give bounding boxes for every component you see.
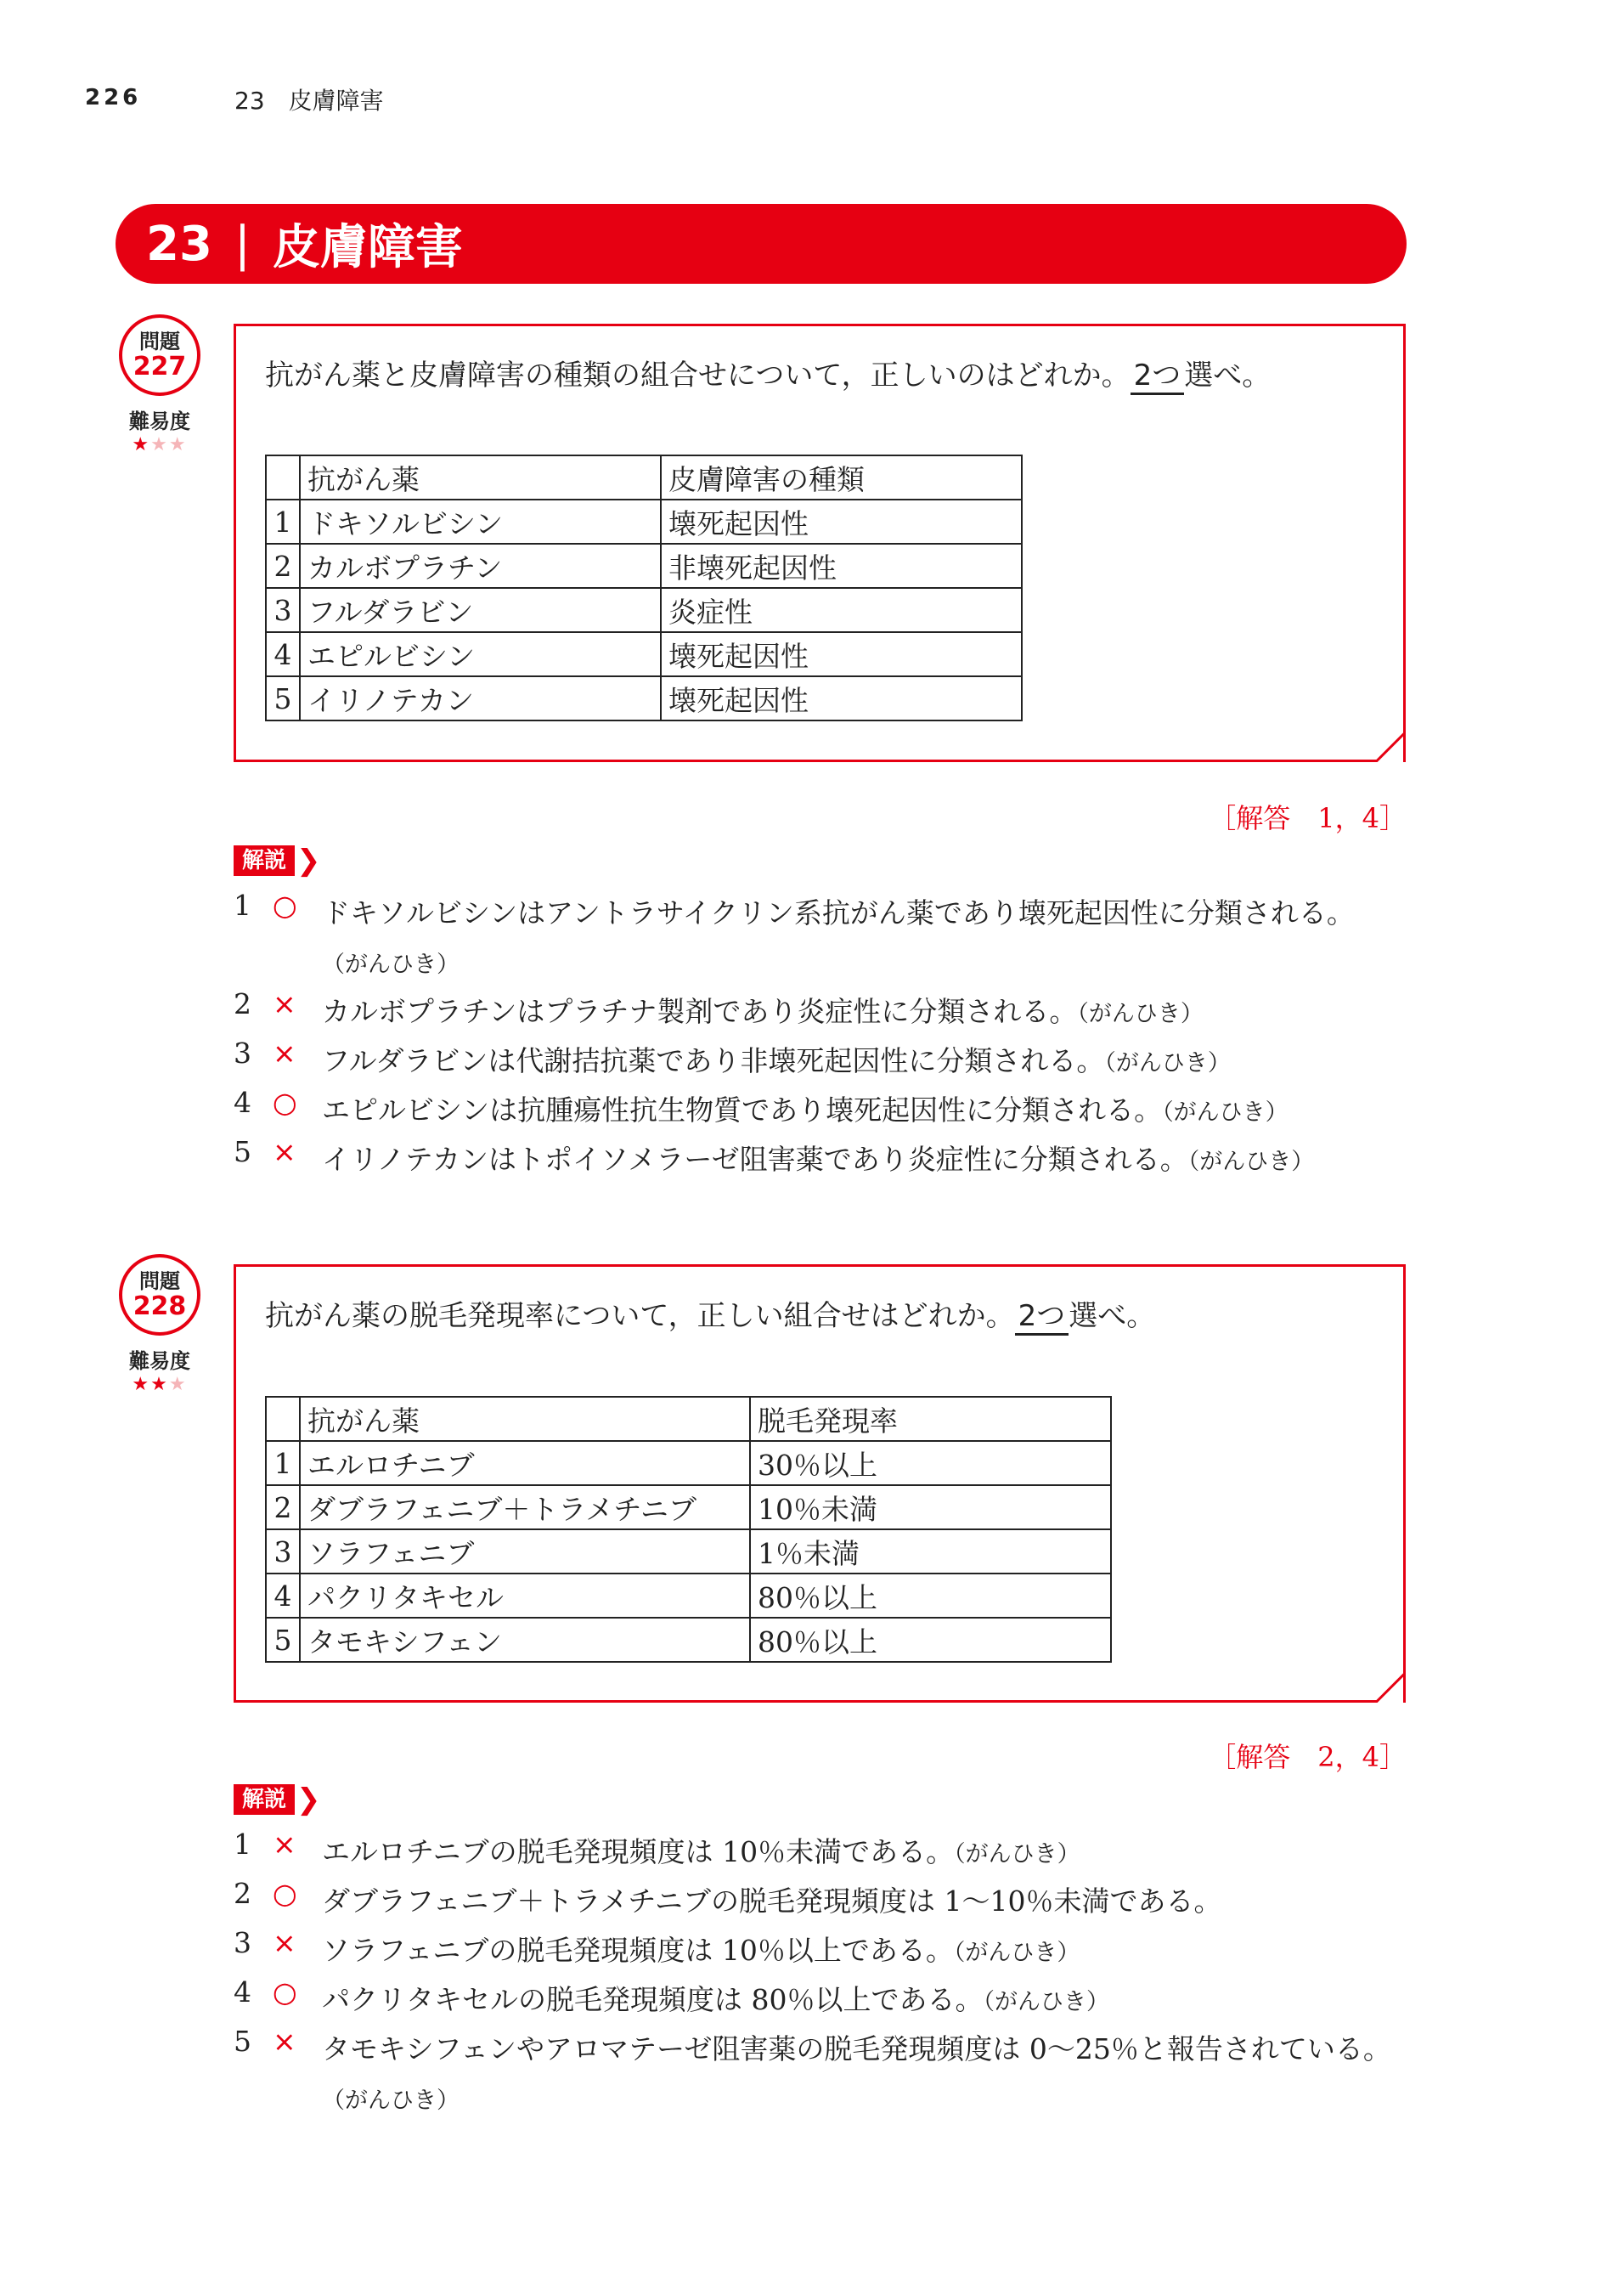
source-note: （がんひき） <box>1187 1149 1315 1175</box>
table-row <box>266 1618 1111 1662</box>
table-row <box>266 1485 1111 1529</box>
explanation-item <box>234 987 1414 1037</box>
explanation-item <box>234 1086 1414 1135</box>
option-number: 5 <box>266 676 300 720</box>
option-number: 2 <box>266 544 300 588</box>
option-number: 3 <box>266 1529 300 1574</box>
kaisetsu-heading-227 <box>234 844 321 878</box>
question-suffix: 選べ。 <box>1069 1299 1156 1333</box>
option-value: 炎症性 <box>661 588 1022 632</box>
chevron-right-icon: ❯ <box>296 844 321 878</box>
drug-name: カルボプラチン <box>300 544 661 588</box>
explanation-item <box>234 1828 1414 1877</box>
table-row <box>266 500 1022 544</box>
explanation-text <box>322 889 1414 990</box>
star-empty: ★★ <box>150 434 188 455</box>
option-value: 1％未満 <box>750 1529 1111 1574</box>
problem-label: 問題 <box>139 330 180 353</box>
incorrect-mark: × <box>273 2025 296 2058</box>
difficulty-label: 難易度 <box>129 1349 190 1373</box>
source-note: （がんひき） <box>983 1989 1109 2015</box>
table-row <box>266 1529 1111 1574</box>
explanation-number: 1 <box>234 889 251 922</box>
table-row <box>266 544 1022 588</box>
explanation-text <box>322 1037 1414 1088</box>
correct-mark: ○ <box>273 889 297 922</box>
incorrect-mark: × <box>273 1135 296 1168</box>
answer-228: ［解答 2，4］ <box>1209 1741 1407 1773</box>
explanation-number: 2 <box>234 1877 251 1910</box>
drug-name: イリノテカン <box>300 676 661 720</box>
option-value: 10％未満 <box>750 1485 1111 1529</box>
table-header: 抗がん薬 <box>300 455 661 500</box>
chapter-separator: | <box>234 216 251 272</box>
source-note: （がんひき） <box>954 1841 1080 1867</box>
drug-name: フルダラビン <box>300 588 661 632</box>
question-suffix: 選べ。 <box>1184 359 1272 393</box>
option-number: 5 <box>266 1618 300 1662</box>
option-number: 2 <box>266 1485 300 1529</box>
drug-name: パクリタキセル <box>300 1574 750 1618</box>
kaisetsu-label: 解説 <box>234 845 295 876</box>
table-row <box>266 676 1022 720</box>
table-header-row <box>266 1397 1111 1441</box>
drug-name: タモキシフェン <box>300 1618 750 1662</box>
explanation-body: ダブラフェニブ＋トラメチニブの脱毛発現頻度は 1〜10％未満である。 <box>322 1884 1222 1918</box>
explanation-number: 3 <box>234 1037 251 1070</box>
correct-mark: ○ <box>273 1975 297 2009</box>
explanation-body: パクリタキセルの脱毛発現頻度は 80％以上である。 <box>322 1983 984 2016</box>
explanation-text <box>322 1877 1414 1929</box>
option-value: 壊死起因性 <box>661 676 1022 720</box>
question-emphasis: 2つ <box>1015 1299 1069 1336</box>
option-number: 1 <box>266 1441 300 1485</box>
running-title: 23 皮膚障害 <box>234 87 384 115</box>
explanation-number: 5 <box>234 1135 251 1168</box>
source-note: （がんひき） <box>1162 1099 1288 1126</box>
table-header-row <box>266 455 1022 500</box>
problem-number: 228 <box>133 1291 187 1321</box>
star-empty: ★ <box>168 1374 188 1395</box>
table-row <box>266 632 1022 676</box>
option-number: 1 <box>266 500 300 544</box>
explanation-number: 2 <box>234 987 251 1020</box>
drug-name: ソラフェニブ <box>300 1529 750 1574</box>
explanation-item <box>234 889 1414 987</box>
explanation-text <box>322 2025 1414 2126</box>
answer-227: ［解答 1，4］ <box>1209 802 1407 834</box>
option-value: 80％以上 <box>750 1618 1111 1662</box>
source-note: （がんひき） <box>322 2088 460 2114</box>
explanation-number: 4 <box>234 1975 251 2009</box>
incorrect-mark: × <box>273 1828 296 1861</box>
source-note: （がんひき） <box>953 1940 1080 1966</box>
difficulty-stars <box>116 434 204 456</box>
drug-name: エルロチニブ <box>300 1441 750 1485</box>
explanation-body: イリノテカンはトポイソメラーゼ阻害薬であり炎症性に分類される。 <box>322 1143 1188 1176</box>
explanation-number: 3 <box>234 1926 251 1959</box>
explanation-body: ソラフェニブの脱毛発現頻度は 10％以上である。 <box>322 1934 954 1967</box>
question-main: 抗がん薬の脱毛発現率について，正しい組合せはどれか。 <box>265 1299 1015 1333</box>
explanation-body: ドキソルビシンはアントラサイクリン系抗がん薬であり壊死起因性に分類される。 <box>322 896 1355 929</box>
incorrect-mark: × <box>273 1037 296 1070</box>
chapter-number: 23 <box>146 216 212 272</box>
source-note: （がんひき） <box>1104 1050 1231 1076</box>
explanation-number: 4 <box>234 1086 251 1119</box>
chevron-right-icon: ❯ <box>296 1783 321 1817</box>
problem-number-circle <box>119 314 200 396</box>
difficulty-label: 難易度 <box>129 410 190 433</box>
explanation-body: エルロチニブの脱毛発現頻度は 10％未満である。 <box>322 1835 955 1868</box>
page-number: 226 <box>85 85 142 110</box>
problem-number-circle <box>119 1254 200 1336</box>
explanation-text <box>322 1086 1414 1138</box>
explanation-item <box>234 1975 1414 2025</box>
star-filled: ★★ <box>132 1374 169 1395</box>
drug-name: ドキソルビシン <box>300 500 661 544</box>
difficulty-stars <box>116 1374 204 1396</box>
table-cell <box>266 455 300 500</box>
problem-badge-228 <box>116 1254 204 1396</box>
explanation-body: エピルビシンは抗腫瘍性抗生物質であり壊死起因性に分類される。 <box>322 1093 1163 1127</box>
explanation-number: 1 <box>234 1828 251 1861</box>
incorrect-mark: × <box>273 1926 296 1959</box>
question-box-228 <box>234 1264 1406 1703</box>
explanation-item <box>234 1926 1414 1975</box>
explanation-text <box>322 987 1414 1039</box>
explanation-body: タモキシフェンやアロマテーゼ阻害薬の脱毛発現頻度は 0〜25％と報告されている。 <box>322 2032 1391 2065</box>
option-number: 3 <box>266 588 300 632</box>
explanation-text <box>322 1135 1414 1187</box>
source-note: （がんひき） <box>1077 1001 1204 1027</box>
table-row <box>266 588 1022 632</box>
table-header: 抗がん薬 <box>300 1397 750 1441</box>
table-header: 脱毛発現率 <box>750 1397 1111 1441</box>
question-main: 抗がん薬と皮膚障害の種類の組合せについて，正しいのはどれか。 <box>265 359 1131 393</box>
problem-label: 問題 <box>139 1269 180 1293</box>
star-filled: ★ <box>132 434 151 455</box>
explanation-body: カルボプラチンはプラチナ製剤であり炎症性に分類される。 <box>322 995 1078 1028</box>
incorrect-mark: × <box>273 987 296 1020</box>
table-cell <box>266 1397 300 1441</box>
explanation-list-227 <box>234 889 1414 1184</box>
chapter-title: 皮膚障害 <box>272 220 463 275</box>
kaisetsu-heading-228 <box>234 1783 321 1817</box>
problem-number: 227 <box>133 352 187 381</box>
explanation-item <box>234 1877 1414 1926</box>
explanation-list-228 <box>234 1828 1414 2123</box>
explanation-text <box>322 1926 1414 1978</box>
problem-badge-227 <box>116 314 204 456</box>
correct-mark: ○ <box>273 1877 297 1910</box>
question-emphasis: 2つ <box>1131 359 1185 395</box>
option-number: 4 <box>266 632 300 676</box>
option-value: 壊死起因性 <box>661 632 1022 676</box>
drug-name: ダブラフェニブ＋トラメチニブ <box>300 1485 750 1529</box>
option-number: 4 <box>266 1574 300 1618</box>
explanation-text <box>322 1975 1414 2027</box>
option-value: 80％以上 <box>750 1574 1111 1618</box>
explanation-body: フルダラビンは代謝拮抗薬であり非壊死起因性に分類される。 <box>322 1044 1105 1077</box>
table-header: 皮膚障害の種類 <box>661 455 1022 500</box>
option-value: 30％以上 <box>750 1441 1111 1485</box>
question-text <box>265 1292 1155 1334</box>
question-table <box>265 455 1023 721</box>
source-note: （がんひき） <box>322 952 460 978</box>
explanation-item <box>234 2025 1414 2123</box>
explanation-item <box>234 1135 1414 1184</box>
question-text <box>265 352 1271 393</box>
explanation-number: 5 <box>234 2025 251 2058</box>
kaisetsu-label: 解説 <box>234 1784 295 1815</box>
drug-name: エピルビシン <box>300 632 661 676</box>
chapter-title-bar <box>116 204 1407 284</box>
explanation-item <box>234 1037 1414 1086</box>
explanation-text <box>322 1828 1414 1879</box>
correct-mark: ○ <box>273 1086 297 1119</box>
question-box-227 <box>234 324 1406 762</box>
table-row <box>266 1574 1111 1618</box>
question-table <box>265 1396 1112 1663</box>
option-value: 壊死起因性 <box>661 500 1022 544</box>
option-value: 非壊死起因性 <box>661 544 1022 588</box>
table-row <box>266 1441 1111 1485</box>
